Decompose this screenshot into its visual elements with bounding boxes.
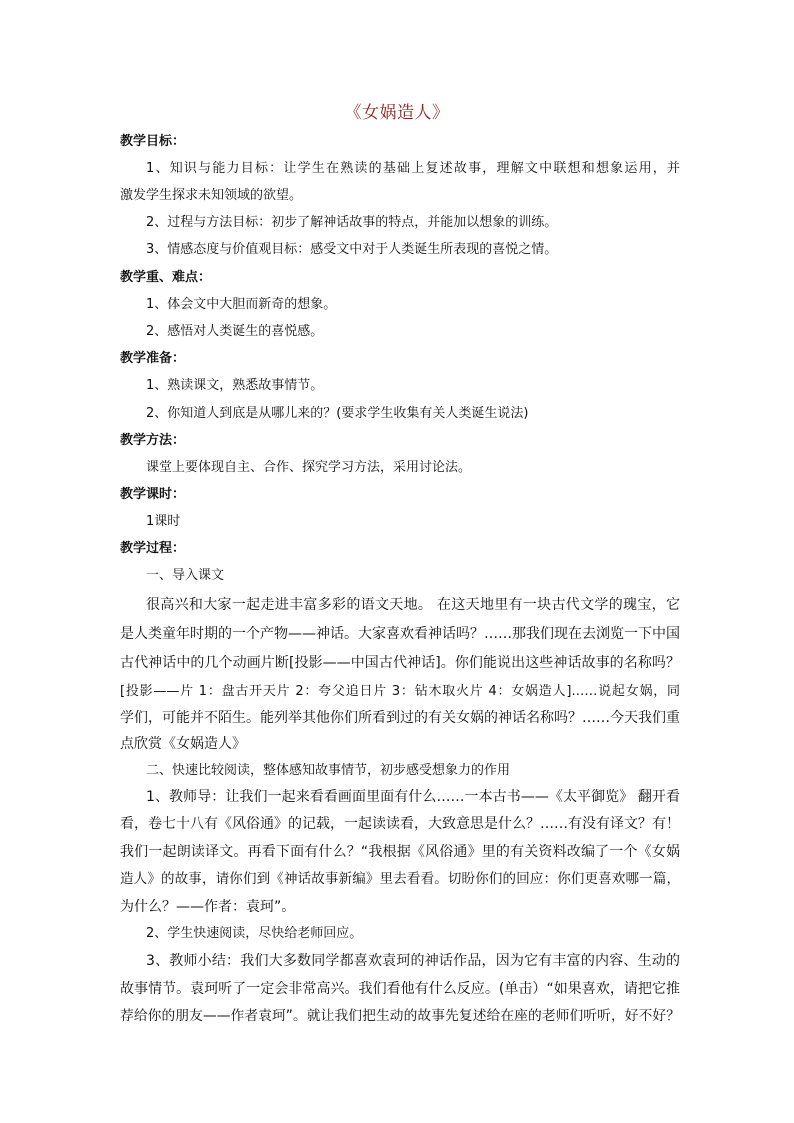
- preparation-2: 2、你知道人到底是从哪儿来的？(要求学生收集有关人类诞生说法): [146, 406, 529, 421]
- goal-1-line-1: 1、知识与能力目标：让学生在熟读的基础上复述故事，理解文中联想和想象运用，并: [146, 161, 680, 176]
- step-1-line-3: 我们一起朗读译文。再看下面有什么？“我根据《风俗通》里的有关资料改编了一个《女娲: [120, 844, 680, 860]
- step-1-line-2: 看，卷七十八有《风俗通》的记载，一起读读看，大致意思是什么？……有没有译文？有！: [120, 816, 680, 832]
- paragraph-1-line-1: 很高兴和大家一起走进丰富多彩的语文天地。 在这天地里有一块古代文学的瑰宝，它: [146, 597, 680, 613]
- step-3-line-3: 荐给你的朋友——作者袁珂”。就让我们把生动的故事先复述给在座的老师们听听，好不好？: [120, 1008, 680, 1024]
- paragraph-1-line-5: 学们，可能并不陌生。能列举其他你们所看到过的有关女娲的神话名称吗？……今天我们重: [120, 710, 680, 726]
- heading-teaching-goals: 教学目标：: [120, 134, 186, 149]
- step-1-line-5: 为什么？——作者：袁珂”。: [120, 899, 296, 915]
- heading-hours: 教学课时：: [120, 487, 186, 502]
- preparation-1: 1、熟读课文，熟悉故事情节。: [146, 378, 324, 393]
- step-1-line-4: 造人》的故事，请你们到《神话故事新编》里去看看。切盼你们的回应：你们更喜欢哪一篇，: [120, 871, 680, 887]
- paragraph-1-line-2: 是人类童年时期的一个产物——神话。大家喜欢看神话吗？……那我们现在去浏览一下中国: [120, 626, 680, 642]
- goal-3: 3、情感态度与价值观目标：感受文中对于人类诞生所表现的喜悦之情。: [146, 242, 558, 257]
- step-2: 2、学生快速阅读，尽快给老师回应。: [146, 926, 363, 941]
- heading-process: 教学过程：: [120, 541, 186, 556]
- paragraph-1-line-3: 古代神话中的几个动画片断[投影——中国古代神话]。你们能说出这些神话故事的名称吗？: [120, 655, 680, 671]
- section-1-title: 一、导入课文: [146, 568, 225, 583]
- step-1-line-1: 1、教师导：让我们一起来看看画面里面有什么……一本古书——《太平御览》 翻开看: [146, 789, 680, 805]
- heading-key-points: 教学重、难点：: [120, 270, 212, 285]
- heading-method: 教学方法：: [120, 433, 186, 448]
- paragraph-1-line-4: [投影——片 1：盘古开天片 2：夸父追日片 3：钻木取火片 4：女娲造人]……说起女娲，同: [120, 684, 680, 699]
- step-3-line-1: 3、教师小结：我们大多数同学都喜欢袁珂的神话作品，因为它有丰富的内容、生动的: [146, 953, 680, 969]
- section-2-title: 二、快速比较阅读，整体感知故事情节，初步感受想象力的作用: [146, 763, 511, 778]
- document-title: 《女娲造人》: [344, 103, 450, 123]
- heading-preparation: 教学准备：: [120, 351, 186, 366]
- method-text: 课堂上要体现自主、合作、探究学习方法，采用讨论法。: [146, 460, 472, 475]
- key-point-2: 2、感悟对人类诞生的喜悦感。: [146, 324, 324, 339]
- paragraph-1-line-6: 点欣赏《女娲造人》: [120, 736, 246, 752]
- key-point-1: 1、体会文中大胆而新奇的想象。: [146, 297, 337, 312]
- goal-1-line-2: 激发学生探求未知领域的欲望。: [120, 188, 303, 203]
- hours-text: 1课时: [146, 514, 181, 529]
- step-3-line-2: 故事情节。袁珂听了一定会非常高兴。我们看他有什么反应。(单击）“如果喜欢，请把它推: [120, 981, 680, 997]
- goal-2: 2、过程与方法目标：初步了解神话故事的特点，并能加以想象的训练。: [146, 215, 558, 230]
